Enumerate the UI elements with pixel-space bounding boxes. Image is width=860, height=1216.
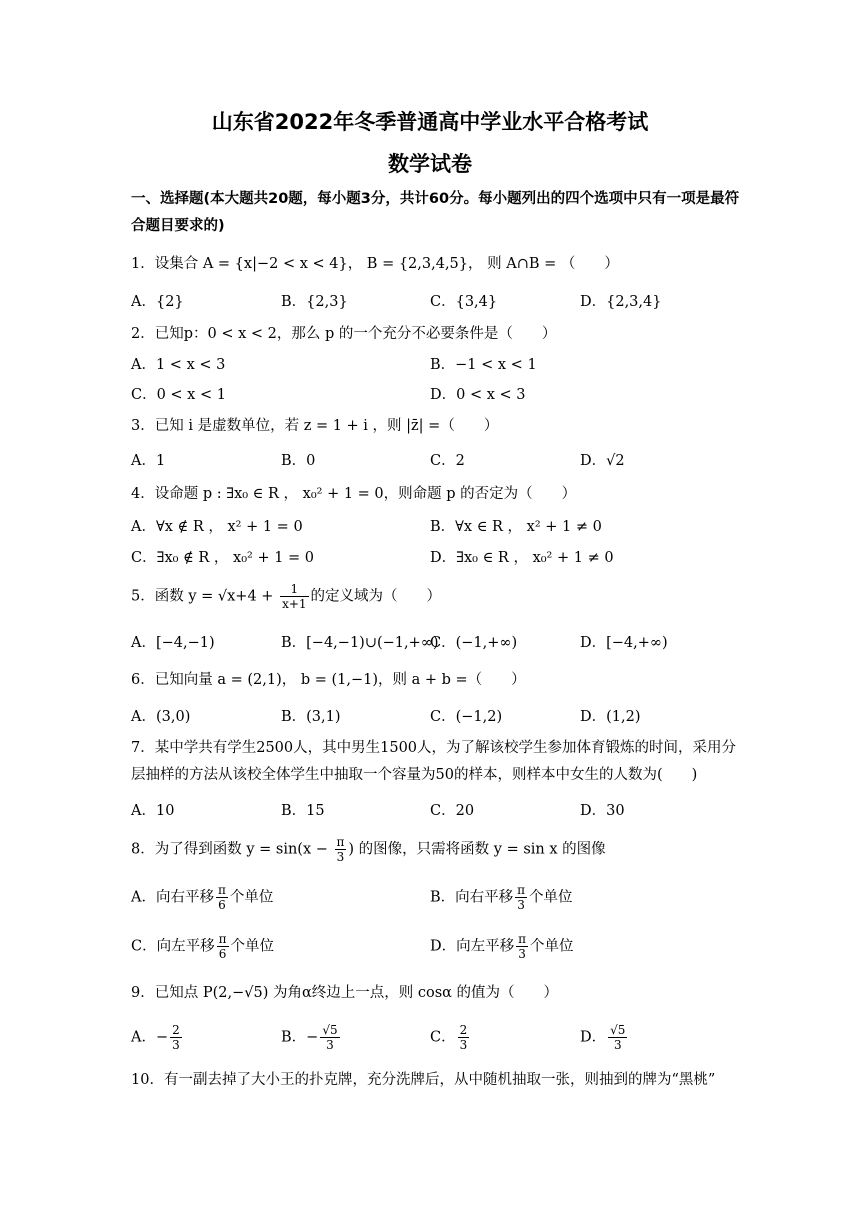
fraction-denominator: x+1 xyxy=(282,597,307,611)
option-prefix: D．向左平移 xyxy=(430,938,515,955)
question-2-stem: 2．已知p：0 < x < 2，那么 p 的一个充分不必要条件是（ ） xyxy=(131,326,557,342)
question-7-option-b: B．15 xyxy=(281,803,325,819)
fraction-denominator: 3 xyxy=(518,947,526,961)
option-fraction xyxy=(458,1023,470,1052)
fraction-numerator: 2 xyxy=(172,1023,180,1037)
question-7-stem: 7．某中学共有学生2500人，其中男生1500人，为了解该校学生参加体育锻炼的时间，采用分层抽样的方法从该校全体学生中抽取一个容量为50的样本，则样本中女生的人数为( ) xyxy=(131,740,737,783)
question-6-option-c: C．(−1,2) xyxy=(430,709,503,725)
option-fraction xyxy=(216,883,228,912)
fraction-numerator: π xyxy=(218,932,227,946)
question-9-option-b xyxy=(281,1023,342,1052)
option-prefix: A．− xyxy=(131,1029,169,1046)
question-7-option-c: C．20 xyxy=(430,803,475,819)
question-5-stem-start: 5．函数 y = √x+4 + xyxy=(131,588,279,605)
question-3-option-b: B．0 xyxy=(281,453,316,469)
option-suffix: 个单位 xyxy=(230,938,274,955)
question-4-option-c: C．∃x₀ ∉ R ， x₀² + 1 = 0 xyxy=(131,550,315,566)
option-prefix: B．− xyxy=(281,1029,319,1046)
question-1-option-b: B．{2,3} xyxy=(281,294,348,310)
question-8-stem-start: 8．为了得到函数 y = sin(x − xyxy=(131,841,333,858)
fraction-numerator: 1 xyxy=(280,582,308,597)
question-4-option-b: B．∀x ∈ R ， x² + 1 ≠ 0 xyxy=(430,519,602,535)
option-prefix: B．向右平移 xyxy=(430,889,514,906)
option-fraction xyxy=(217,932,229,961)
option-prefix: C．向左平移 xyxy=(131,938,215,955)
question-5-option-c: C．(−1,+∞) xyxy=(430,635,518,651)
exam-subject: 数学试卷 xyxy=(388,152,472,176)
question-9-option-a xyxy=(131,1023,184,1052)
fraction-numerator: π xyxy=(517,883,526,897)
question-7-option-d: D．30 xyxy=(580,803,625,819)
question-1-option-d: D．{2,3,4} xyxy=(580,294,662,310)
question-1-option-c: C．{3,4} xyxy=(430,294,498,310)
question-5-fraction xyxy=(280,582,308,611)
question-6-stem: 6．已知向量 a = (2,1)， b = (1,−1)，则 a + b =（ ） xyxy=(131,672,526,688)
fraction-numerator: √5 xyxy=(610,1023,626,1037)
option-fraction xyxy=(170,1023,182,1052)
option-fraction xyxy=(516,932,528,961)
fraction-numerator: π xyxy=(336,835,345,849)
option-suffix: 个单位 xyxy=(529,889,573,906)
option-fraction xyxy=(608,1023,627,1052)
question-3-option-c: C．2 xyxy=(430,453,465,469)
question-5-stem xyxy=(131,582,441,611)
question-4-option-d: D．∃x₀ ∈ R ， x₀² + 1 ≠ 0 xyxy=(430,550,614,566)
question-4-stem: 4．设命题 p : ∃x₀ ∈ R ， x₀² + 1 = 0，则命题 p 的否定为（ ） xyxy=(131,486,577,502)
fraction-denominator: 3 xyxy=(326,1038,334,1052)
question-1-option-a: A．{2} xyxy=(131,294,184,310)
question-2-option-a: A．1 < x < 3 xyxy=(131,357,226,373)
question-2-option-d: D．0 < x < 3 xyxy=(430,387,526,403)
fraction-denominator: 3 xyxy=(172,1038,180,1052)
option-prefix: D． xyxy=(580,1029,607,1046)
fraction-numerator: π xyxy=(518,932,527,946)
fraction-denominator: 3 xyxy=(459,1038,468,1052)
fraction-denominator: 3 xyxy=(613,1038,622,1052)
question-8-stem-end: ) 的图像，只需将函数 y = sin x 的图像 xyxy=(348,841,606,858)
question-8-stem xyxy=(131,835,606,864)
fraction-denominator: 6 xyxy=(218,947,227,961)
question-5-option-d: D．[−4,+∞) xyxy=(580,635,668,651)
fraction-numerator: √5 xyxy=(322,1023,338,1037)
question-5-option-a: A．[−4,−1) xyxy=(131,635,215,651)
option-prefix: C． xyxy=(430,1029,456,1046)
fraction-denominator: 3 xyxy=(517,898,525,912)
question-8-option-d xyxy=(430,932,574,961)
question-3-option-d: D．√2 xyxy=(580,453,625,469)
question-9-option-c xyxy=(430,1023,471,1052)
question-1-stem: 1．设集合 A = {x|−2 < x < 4}， B = {2,3,4,5}， 则 A∩B = （ ） xyxy=(131,256,619,272)
option-fraction xyxy=(515,883,527,912)
question-4-option-a: A．∀x ∉ R ， x² + 1 = 0 xyxy=(131,519,303,535)
question-8-fraction xyxy=(335,835,347,864)
question-9-stem: 9．已知点 P(2,−√5) 为角α终边上一点，则 cosα 的值为（ ） xyxy=(131,985,559,1001)
option-suffix: 个单位 xyxy=(229,889,274,906)
question-6-option-a: A．(3,0) xyxy=(131,709,191,725)
question-10-stem: 10．有一副去掉了大小王的扑克牌，充分洗牌后，从中随机抽取一张，则抽到的牌为“黑桃” xyxy=(131,1072,716,1088)
question-3-stem: 3．已知 i 是虚数单位，若 z = 1 + i ，则 |z̄| =（ ） xyxy=(131,418,499,434)
exam-title: 山东省2022年冬季普通高中学业水平合格考试 xyxy=(211,110,649,134)
question-7-option-a: A．10 xyxy=(131,803,175,819)
fraction-denominator: 6 xyxy=(218,898,226,912)
question-6-option-d: D．(1,2) xyxy=(580,709,641,725)
question-2-option-b: B．−1 < x < 1 xyxy=(430,357,537,373)
question-2-option-c: C．0 < x < 1 xyxy=(131,387,226,403)
question-8-option-c xyxy=(131,932,274,961)
question-8-option-b xyxy=(430,883,573,912)
question-8-option-a xyxy=(131,883,273,912)
question-6-option-b: B．(3,1) xyxy=(281,709,341,725)
question-5-option-b: B．[−4,−1)∪(−1,+∞) xyxy=(281,635,439,651)
question-3-option-a: A．1 xyxy=(131,453,166,469)
question-9-option-d xyxy=(580,1023,629,1052)
option-prefix: A．向右平移 xyxy=(131,889,214,906)
section-heading: 一、选择题(本大题共20题，每小题3分，共计60分。每小题列出的四个选项中只有一项是最符合题目要求的) xyxy=(131,191,740,234)
option-suffix: 个单位 xyxy=(530,938,574,955)
fraction-numerator: 2 xyxy=(459,1023,468,1037)
fraction-denominator: 3 xyxy=(336,850,345,864)
question-5-stem-end: 的定义域为（ ） xyxy=(310,588,442,605)
option-fraction xyxy=(320,1023,339,1052)
fraction-numerator: π xyxy=(217,883,226,897)
